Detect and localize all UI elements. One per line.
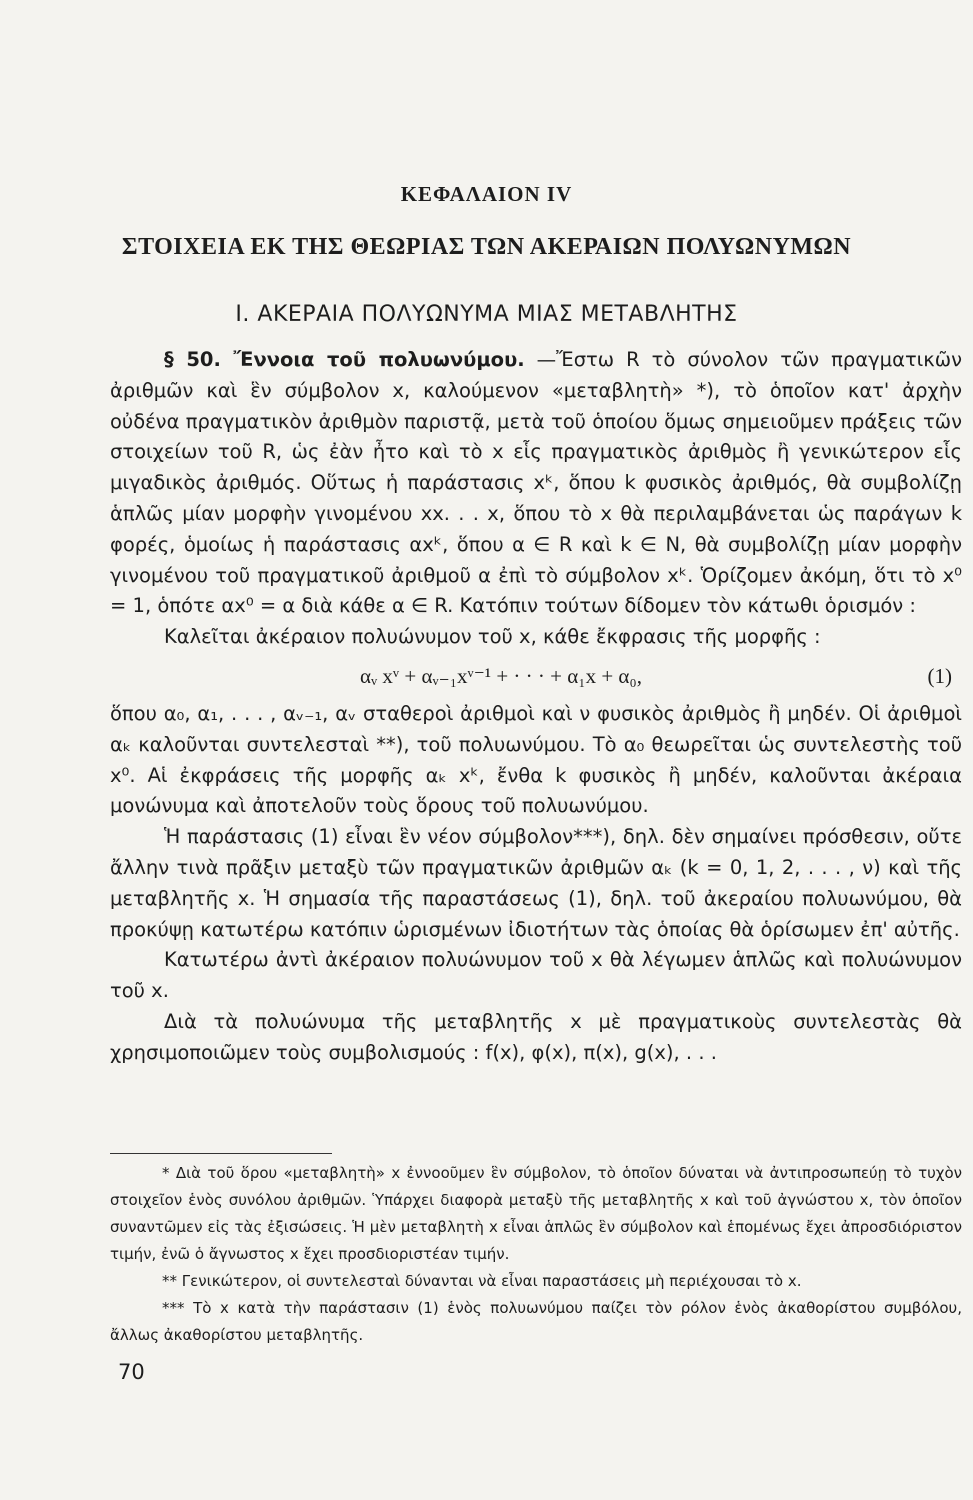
footnote-divider <box>110 1153 332 1154</box>
chapter-heading: ΚΕΦΑΛΑΙΟΝ IV <box>400 182 573 206</box>
paragraph-intro-text: —Ἔστω R τὸ σύνολον τῶν πραγματικῶν ἀριθμῶν καὶ ἓν σύμβολον x, καλούμενον «μεταβλητὴ» *), τὸ ὁποῖον κατ' ἀρχὴν οὐδένα πραγματικὸν ἀριθμὸν παριστᾷ, μετὰ τοῦ ὁποίου ὅμως σημειοῦμεν πράξεις τῶν στοιχείων τοῦ R, ὡς ἐὰν ἦτο καὶ τὸ x εἷς πραγματικὸς ἀριθμὸς ἢ γενικώτερον εἷς μιγαδικὸς ἀριθμός. Οὕτως ἡ παράστασις xᵏ, ὅπου k φυσικὸς ἀριθμός, θὰ συμβολίζῃ ἁπλῶς μίαν μορφὴν γινομένου xx. . . x, ὅπου τὸ x θὰ περιλαμβάνεται ὡς παράγων k φορές, ὁμοίως ἡ παράστασις αxᵏ, ὅπου α ∈ R καὶ k ∈ N, θὰ συμβολίζῃ μίαν μορφὴν γινομένου τοῦ πραγματικοῦ ἀριθμοῦ α ἐπὶ τὸ σύμβολον xᵏ. Ὁρίζομεν ἀκόμη, ὅτι τὸ x⁰ = 1, ὁπότε αx⁰ = α διὰ κάθε α ∈ R. Κατόπιν τούτων δίδομεν τὸν κάτωθι ὁρισμόν : <box>110 348 962 618</box>
equation-number: (1) <box>927 663 952 688</box>
definition-paragraph: Καλεῖται ἀκέραιον πολυώνυμον τοῦ x, κάθε ἔκφρασις τῆς μορφῆς : <box>164 625 821 649</box>
section-heading: § 50. Ἔννοια τοῦ πολυωνύμου. <box>164 348 525 371</box>
terminology-paragraph: Κατωτέρω ἀντὶ ἀκέραιον πολυώνυμον τοῦ x θὰ λέγωμεν ἁπλῶς καὶ πολυώνυμον τοῦ x. <box>110 948 962 1003</box>
chapter-title: ΣΤΟΙΧΕΙΑ ΕΚ ΤΗΣ ΘΕΩΡΙΑΣ ΤΩΝ ΑΚΕΡΑΙΩΝ ΠΟΛΥΩΝΥΜΩΝ <box>121 234 852 260</box>
notation-paragraph: Διὰ τὰ πολυώνυμα τῆς μεταβλητῆς x μὲ πραγματικοὺς συντελεστὰς θὰ χρησιμοποιῶμεν τοὺς συμβολισμούς : f(x), φ(x), π(x), g(x), . . . <box>110 1009 962 1064</box>
footnote-3: *** Τὸ x κατὰ τὴν παράστασιν (1) ἑνὸς πολυωνύμου παίζει τὸν ρόλον ἑνὸς ἀκαθορίστου συμβόλου, ἄλλως ἀκαθορίστου μεταβλητῆς. <box>110 1299 962 1344</box>
paragraph-intro <box>110 345 962 622</box>
section-subtitle: I. ΑΚΕΡΑΙΑ ΠΟΛΥΩΝΥΜΑ ΜΙΑΣ ΜΕΤΑΒΛΗΤΗΣ <box>235 302 738 327</box>
footnotes <box>110 1160 962 1349</box>
main-text <box>110 345 962 1069</box>
footnote-2: ** Γενικώτερον, οἱ συντελεσταὶ δύνανται νὰ εἶναι παραστάσεις μὴ περιέχουσαι τὸ x. <box>162 1272 802 1290</box>
polynomial-equation <box>110 653 962 699</box>
symbol-paragraph: Ἡ παράστασις (1) εἶναι ἓν νέον σύμβολον***), δηλ. δὲν σημαίνει πρόσθεσιν, οὔτε ἄλλην τινὰ πρᾶξιν μεταξὺ τῶν πραγματικῶν ἀριθμῶν αₖ (k = 0, 1, 2, . . . , ν) καὶ τῆς μεταβλητῆς x. Ἡ σημασία τῆς παραστάσεως (1), δηλ. τοῦ ἀκεραίου πολυωνύμου, θὰ προκύψῃ κατωτέρω κατόπιν ὡρισμένων ἰδιοτήτων τὰς ὁποίας θὰ ὁρίσωμεν ἐπ' αὐτῆς. <box>110 825 962 941</box>
page-number: 70 <box>118 1360 145 1384</box>
footnote-1: * Διὰ τοῦ ὅρου «μεταβλητὴ» x ἐννοοῦμεν ἓν σύμβολον, τὸ ὁποῖον δύναται νὰ ἀντιπροσωπεύῃ τὸ τυχὸν στοιχεῖον ἑνὸς συνόλου ἀριθμῶν. Ὑπάρχει διαφορὰ μεταξὺ τῆς μεταβλητῆς x καὶ τοῦ ἀγνώστου x, τὸν ὁποῖον συναντῶμεν εἰς τὰς ἐξισώσεις. Ἡ μὲν μεταβλητὴ x εἶναι ἁπλῶς ἓν σύμβολον καὶ ἑπομένως ἔχει ἀπροσδιόριστον τιμήν, ἐνῶ ὁ ἄγνωστος x ἔχει προσδιοριστέαν τιμήν. <box>110 1164 962 1263</box>
polynomial-formula: αᵥ xᵛ + αᵥ₋₁xᵛ⁻¹ + · · · + α₁x + α₀, <box>360 663 642 688</box>
coefficients-paragraph: ὅπου α₀, α₁, . . . , αᵥ₋₁, αᵥ σταθεροὶ ἀριθμοὶ καὶ ν φυσικὸς ἀριθμὸς ἢ μηδέν. Οἱ ἀριθμοὶ αₖ καλοῦνται συντελεσταὶ **), τοῦ πολυωνύμου. Τὸ α₀ θεωρεῖται ὡς συντελεστὴς τοῦ x⁰. Αἱ ἐκφράσεις τῆς μορφῆς αₖ xᵏ, ἔνθα k φυσικὸς ἢ μηδέν, καλοῦνται ἀκέραια μονώνυμα καὶ ἀποτελοῦν τοὺς ὅρους τοῦ πολυωνύμου. <box>110 701 962 818</box>
